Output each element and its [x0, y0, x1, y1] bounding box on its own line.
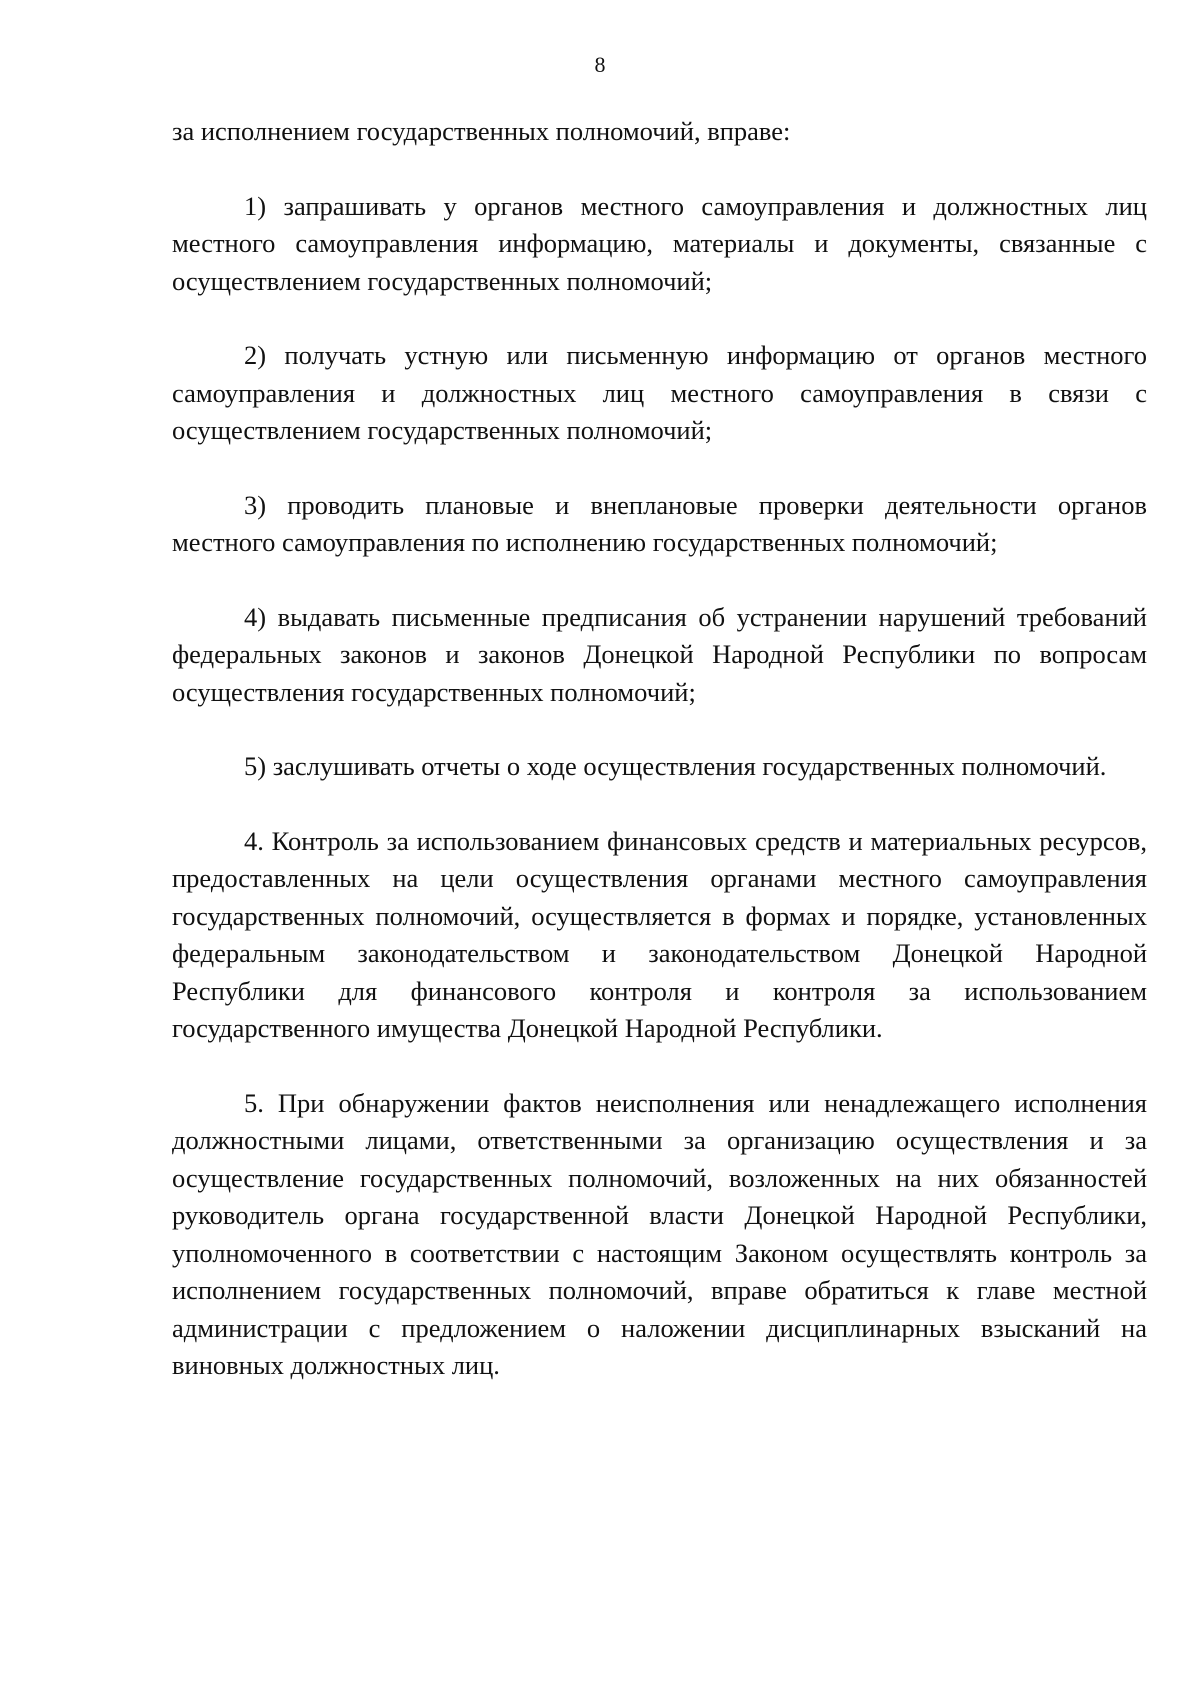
document-body [172, 113, 1147, 1422]
paragraph-item-5: 5) заслушивать отчеты о ходе осуществления государственных полномочий. [244, 751, 1107, 781]
paragraph-section-5: 5. При обнаружении фактов неисполнения или ненадлежащего исполнения должностными лицами, ответственными за организацию осуществления и за осуществление государственных полномочий, возложенных на них обязанностей руководитель органа государственной власти Донецкой Народной Республики, уполномоченного в соответствии с настоящим Законом осуществлять контроль за исполнением государственных полномочий, вправе обратиться к главе местной администрации с предложением о наложении дисциплинарных взысканий на виновных должностных лиц. [172, 1087, 1147, 1380]
paragraph-item-3: 3) проводить плановые и внеплановые проверки деятельности органов местного самоуправления по исполнению государственных полномочий; [172, 489, 1147, 557]
page-number: 8 [594, 52, 606, 77]
paragraph-continuation: за исполнением государственных полномочий, вправе: [172, 116, 791, 146]
paragraph-item-2: 2) получать устную или письменную информацию от органов местного самоуправления и должностных лиц местного самоуправления в связи с осуществлением государственных полномочий; [172, 340, 1147, 445]
paragraph-section-4: 4. Контроль за использованием финансовых средств и материальных ресурсов, предоставленных на цели осуществления органами местного самоуправления государственных полномочий, осуществляется в формах и порядке, установленных федеральным законодательством и законодательством Донецкой Народной Республики для финансового контроля и контроля за использованием государственного имущества Донецкой Народной Республики. [172, 825, 1147, 1043]
paragraph-item-1: 1) запрашивать у органов местного самоуправления и должностных лиц местного самоуправления информацию, материалы и документы, связанные с осуществлением государственных полномочий; [172, 190, 1147, 296]
paragraph-item-4: 4) выдавать письменные предписания об устранении нарушений требований федеральных законов и законов Донецкой Народной Республики по вопросам осуществления государственных полномочий; [172, 601, 1147, 707]
